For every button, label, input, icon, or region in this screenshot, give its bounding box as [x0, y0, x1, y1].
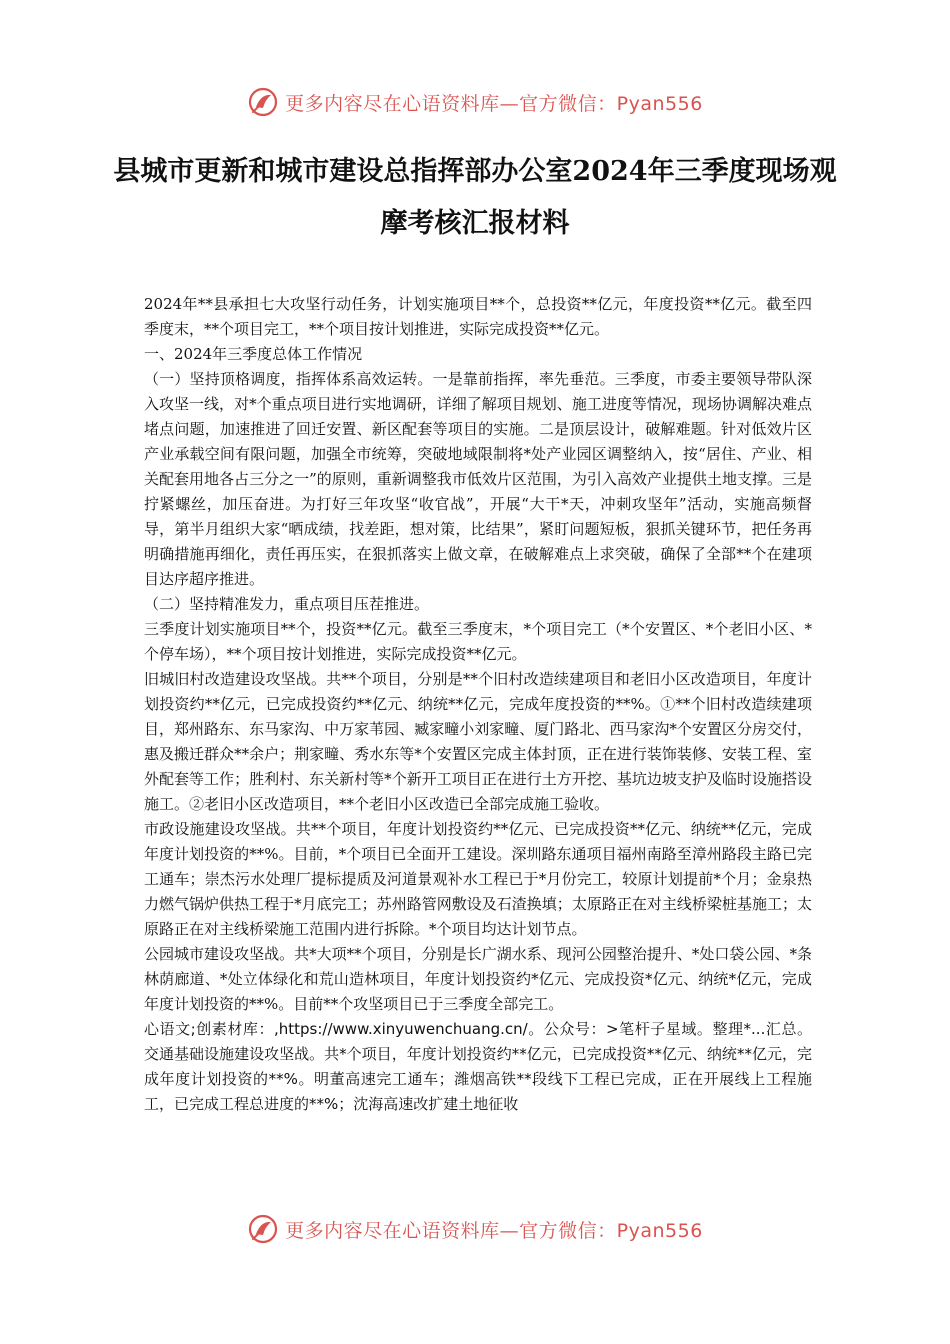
brand-logo-icon: [247, 86, 279, 118]
paragraph: （一）坚持顶格调度，指挥体系高效运转。一是靠前指挥，率先垂范。三季度，市委主要领导带队深入攻坚一线，对*个重点项目进行实地调研，详细了解项目规划、施工进度等情况，现场协调解决难点堵点问题，加速推进了回迁安置、新区配套等项目的实施。二是顶层设计，破解难题。针对低效片区产业承载空间有限问题，加强全市统筹，突破地域限制将*处产业园区调整纳入，按“居住、产业、相关配套用地各占三分之一”的原则，重新调整我市低效片区范围，为引入高效产业提供土地支撑。三是拧紧螺丝，加压奋进。为打好三年攻坚“收官战”，开展“大干*天，冲刺攻坚年”活动，实施高频督导，第半月组织大家“晒成绩，找差距，想对策，比结果”，紧盯问题短板，狠抓关键环节，把任务再明确措施再细化，责任再压实，在狠抓落实上做文章，在破解难点上求突破，确保了全部**个在建项目达序超序推进。: [144, 370, 812, 588]
paragraph: 三季度计划实施项目**个，投资**亿元。截至三季度末，*个项目完工（*个安置区、*个老旧小区、*个停车场），**个项目按计划推进，实际完成投资**亿元。: [144, 620, 812, 663]
watermark-banner-top: [0, 82, 950, 122]
paragraph: 旧城旧村改造建设攻坚战。共**个项目，分别是**个旧村改造续建项目和老旧小区改造项目，年度计划投资约**亿元，已完成投资约**亿元、纳统**亿元，完成年度投资的**%。①**个旧村改造续建项目，郑州路东、东马家沟、中万家苇园、臧家疃小刘家疃、厦门路北、西马家沟*个安置区分房交付，惠及搬迁群众**余户；荆家疃、秀水东等*个安置区完成主体封顶，正在进行装饰装修、安装工程、室外配套等工作；胜利村、东关新村等*个新开工项目正在进行土方开挖、基坑边坡支护及临时设施搭设施工。②老旧小区改造项目，**个老旧小区改造已全部完成施工验收。: [144, 670, 812, 813]
paragraph: 2024年**县承担七大攻坚行动任务，计划实施项目**个，总投资**亿元，年度投资**亿元。截至四季度末，**个项目完工，**个项目按计划推进，实际完成投资**亿元。: [144, 295, 812, 338]
paragraph: 公园城市建设攻坚战。共*大项**个项目，分别是长广湖水系、现河公园整治提升、*处口袋公园、*条林荫廊道、*处立体绿化和荒山造林项目，年度计划投资约*亿元、完成投资*亿元、纳统*亿元，完成年度计划投资的**%。目前**个攻坚项目已于三季度全部完工。: [144, 945, 812, 1013]
watermark-banner-bottom: [0, 1209, 950, 1249]
subsection-heading: （二）坚持精准发力，重点项目压茬推进。: [144, 595, 430, 613]
brand-logo-icon: [247, 1213, 279, 1245]
section-heading: 一、2024年三季度总体工作情况: [144, 345, 363, 363]
paragraph: 市政设施建设攻坚战。共**个项目，年度计划投资约**亿元、已完成投资**亿元、纳统**亿元，完成年度计划投资的**%。目前，*个项目已全面开工建设。深圳路东通项目福州南路至漳州路段主路已完工通车；崇杰污水处理厂提标提质及河道景观补水工程已于*月份完工，较原计划提前*个月；金泉热力燃气锅炉供热工程于*月底完工；苏州路管网敷设及石渣换填；太原路正在对主线桥梁桩基施工；太原路正在对主线桥梁施工范围内进行拆除。*个项目均达计划节点。: [144, 820, 812, 938]
watermark-text: 更多内容尽在心语资料库—官方微信：Pyan556: [285, 1219, 703, 1242]
document-body: [144, 292, 812, 1117]
watermark-text: 更多内容尽在心语资料库—官方微信：Pyan556: [285, 92, 703, 115]
page-title: 县城市更新和城市建设总指挥部办公室2024年三季度现场观摩考核汇报材料: [113, 156, 837, 239]
paragraph-sans: 心语文;创素材库：,https://www.xinyuwenchuang.cn/。公众号：>笔杆子星域。整理*...汇总。交通基础设施建设攻坚战。共*个项目，年度计划投资约**亿元，已完成投资**亿元、纳统**亿元，完成年度计划投资的**%。明董高速完工通车；潍烟高铁**段线下工程已完成，正在开展线上工程施工，已完成工程总进度的**%；沈海高速改扩建土地征收: [144, 1020, 812, 1113]
